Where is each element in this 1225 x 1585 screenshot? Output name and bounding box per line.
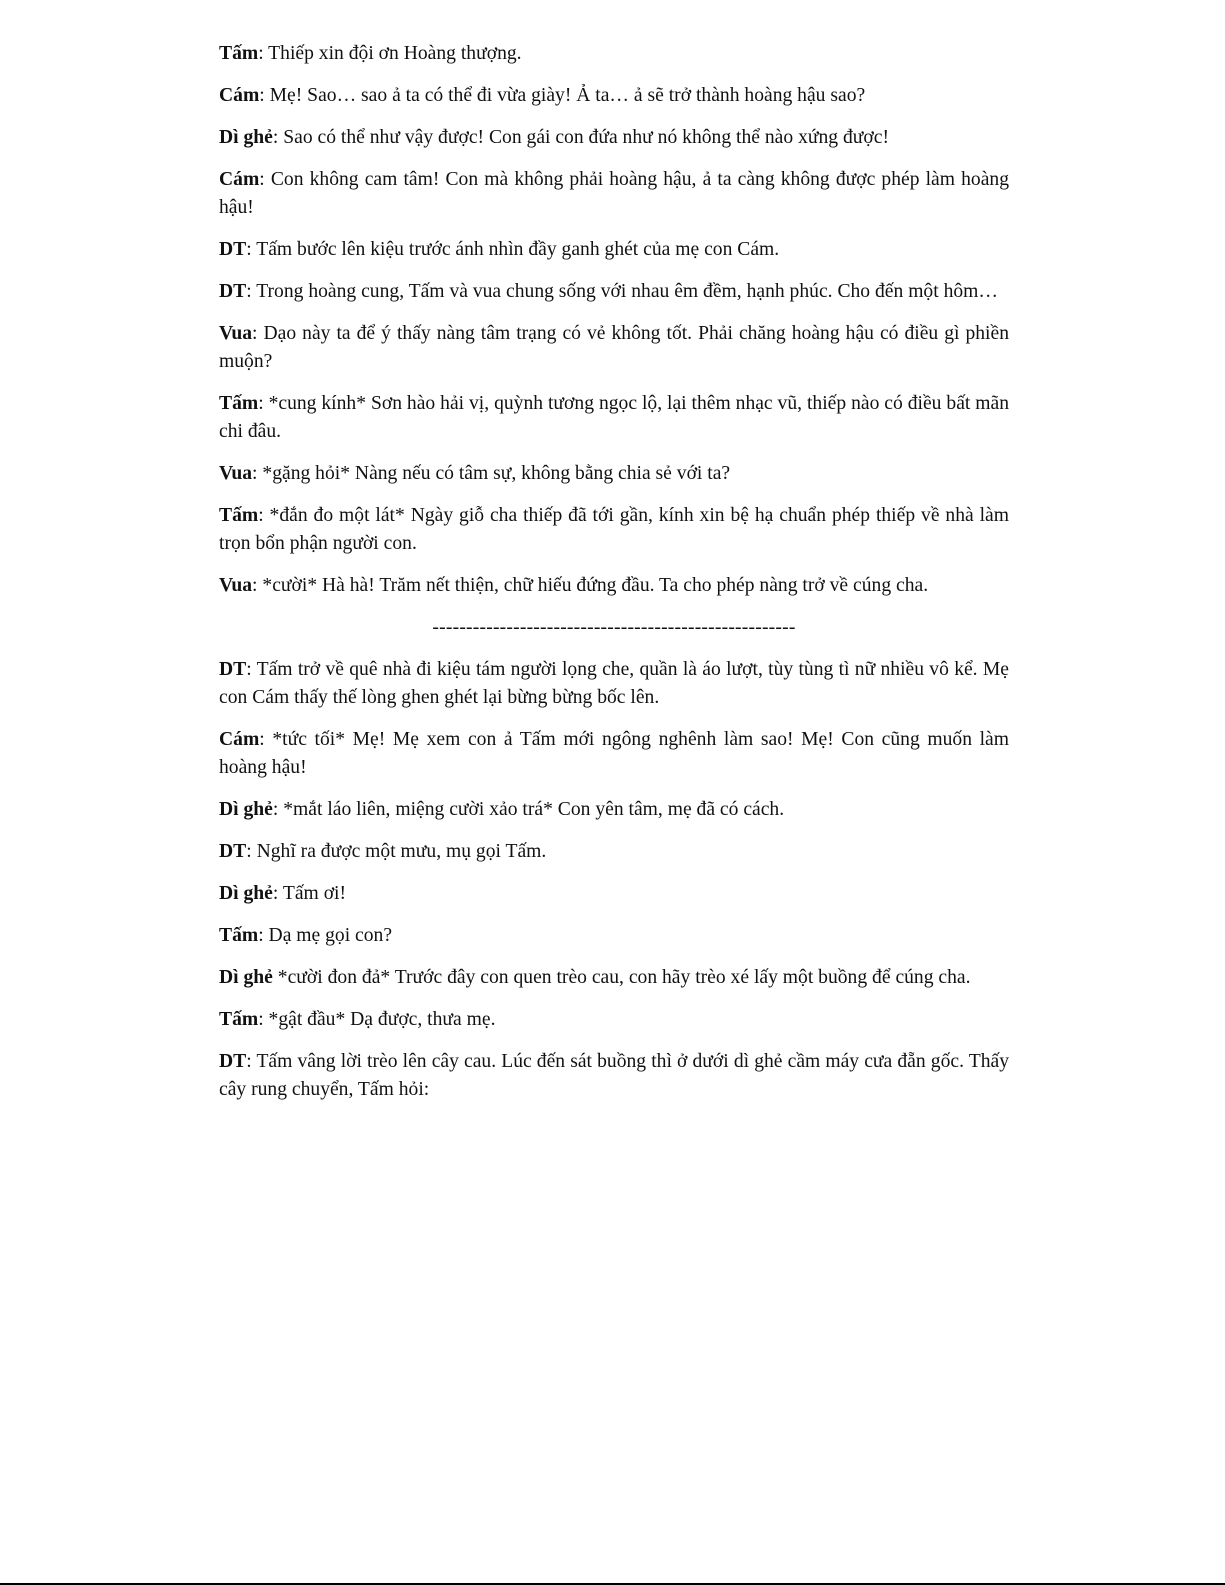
speaker-name: DT — [219, 841, 247, 862]
speaker-separator: : — [272, 127, 279, 148]
speaker-separator: : — [259, 169, 265, 190]
speaker-separator: : — [272, 799, 279, 820]
speaker-name: Tấm — [219, 1009, 259, 1030]
dialogue-section-home — [219, 656, 1009, 1104]
dialogue-line — [219, 796, 1009, 824]
dialogue-line — [219, 320, 1009, 376]
speaker-name: Dì ghẻ — [219, 799, 273, 820]
speaker-name: Tấm — [219, 505, 259, 526]
speaker-name: Dì ghẻ — [219, 967, 273, 988]
dialogue-text: Mẹ! Sao… sao ả ta có thể đi vừa giày! Ả ta… ả sẽ trở thành hoàng hậu sao? — [264, 85, 866, 106]
dialogue-text: *cười* Hà hà! Trăm nết thiện, chữ hiếu đứng đầu. Ta cho phép nàng trở về cúng cha. — [257, 575, 929, 596]
speaker-separator: : — [258, 43, 264, 64]
dialogue-text: *gật đầu* Dạ được, thưa mẹ. — [263, 1009, 496, 1030]
dialogue-line — [219, 1006, 1009, 1034]
dialogue-text: Tấm trở về quê nhà đi kiệu tám người lọng che, quần là áo lượt, tùy tùng tì nữ nhiều vô kể. Mẹ con Cám thấy thế lòng ghen ghét lại bừng bừng bốc lên. — [219, 659, 1009, 708]
dialogue-text: *mắt láo liên, miệng cười xảo trá* Con yên tâm, mẹ đã có cách. — [278, 799, 785, 820]
dialogue-text: *cười đon đả* Trước đây con quen trèo cau, con hãy trèo xé lấy một buồng để cúng cha. — [272, 967, 971, 988]
speaker-name: Vua — [219, 575, 253, 596]
dialogue-text: *tức tối* Mẹ! Mẹ xem con ả Tấm mới ngông nghênh làm sao! Mẹ! Con cũng muốn làm hoàng hậu! — [219, 729, 1009, 778]
dialogue-line — [219, 1048, 1009, 1104]
speaker-separator: : — [252, 463, 258, 484]
scene-divider: ------------------------------------------------------ — [432, 617, 796, 638]
dialogue-line — [219, 656, 1009, 712]
dialogue-line — [219, 278, 1009, 306]
speaker-separator: : — [258, 925, 264, 946]
dialogue-line — [219, 390, 1009, 446]
speaker-separator: : — [246, 659, 252, 680]
dialogue-text: *gặng hỏi* Nàng nếu có tâm sự, không bằng chia sẻ với ta? — [257, 463, 731, 484]
dialogue-line — [219, 572, 1009, 600]
speaker-name: Vua — [219, 323, 253, 344]
speaker-name: DT — [219, 281, 247, 302]
speaker-separator: : — [258, 393, 264, 414]
speaker-separator: : — [258, 1009, 264, 1030]
dialogue-text: Tấm ơi! — [278, 883, 347, 904]
speaker-separator: : — [258, 505, 264, 526]
dialogue-text: Tấm vâng lời trèo lên cây cau. Lúc đến sát buồng thì ở dưới dì ghẻ cầm máy cưa đẵn gốc. Thấy cây rung chuyển, Tấm hỏi: — [219, 1051, 1009, 1100]
speaker-name: DT — [219, 239, 247, 260]
dialogue-text: Sao có thể như vậy được! Con gái con đứa như nó không thể nào xứng được! — [278, 127, 889, 148]
dialogue-line — [219, 236, 1009, 264]
speaker-separator: : — [246, 281, 252, 302]
speaker-name: Tấm — [219, 393, 259, 414]
dialogue-text: Nghĩ ra được một mưu, mụ gọi Tấm. — [251, 841, 547, 862]
speaker-name: DT — [219, 1051, 247, 1072]
dialogue-line — [219, 880, 1009, 908]
dialogue-text: Thiếp xin đội ơn Hoàng thượng. — [263, 43, 522, 64]
speaker-name: Tấm — [219, 925, 259, 946]
dialogue-text: Con không cam tâm! Con mà không phải hoàng hậu, ả ta càng không được phép làm hoàng hậu! — [219, 169, 1009, 218]
dialogue-line — [219, 460, 1009, 488]
speaker-name: Cám — [219, 169, 260, 190]
speaker-separator: : — [259, 85, 265, 106]
speaker-separator: : — [252, 575, 258, 596]
speaker-name: Dì ghẻ — [219, 883, 273, 904]
speaker-separator: : — [259, 729, 265, 750]
speaker-name: Tấm — [219, 43, 259, 64]
dialogue-section-palace — [219, 40, 1009, 600]
dialogue-line — [219, 922, 1009, 950]
dialogue-line — [219, 124, 1009, 152]
dialogue-text: *cung kính* Sơn hào hải vị, quỳnh tương ngọc lộ, lại thêm nhạc vũ, thiếp nào có điều bất mãn chi đâu. — [219, 393, 1009, 442]
speaker-separator: : — [246, 841, 252, 862]
speaker-name: DT — [219, 659, 247, 680]
script-body — [219, 40, 1009, 1118]
dialogue-line — [219, 838, 1009, 866]
speaker-name: Dì ghẻ — [219, 127, 273, 148]
dialogue-line — [219, 964, 1009, 992]
speaker-name: Cám — [219, 729, 260, 750]
speaker-name: Cám — [219, 85, 260, 106]
speaker-name: Vua — [219, 463, 253, 484]
dialogue-line — [219, 726, 1009, 782]
dialogue-text: Dạ mẹ gọi con? — [263, 925, 393, 946]
dialogue-line — [219, 502, 1009, 558]
dialogue-line — [219, 166, 1009, 222]
dialogue-text: Tấm bước lên kiệu trước ánh nhìn đầy ganh ghét của mẹ con Cám. — [251, 239, 780, 260]
dialogue-text: Trong hoàng cung, Tấm và vua chung sống với nhau êm đềm, hạnh phúc. Cho đến một hôm… — [251, 281, 999, 302]
speaker-separator: : — [246, 1051, 252, 1072]
dialogue-text: Dạo này ta để ý thấy nàng tâm trạng có vẻ không tốt. Phải chăng hoàng hậu có điều gì phiền muộn? — [219, 323, 1009, 372]
dialogue-text: *đắn đo một lát* Ngày giỗ cha thiếp đã tới gần, kính xin bệ hạ chuẩn phép thiếp về nhà làm trọn bổn phận người con. — [219, 505, 1009, 554]
dialogue-line — [219, 40, 1009, 68]
speaker-separator: : — [272, 883, 279, 904]
speaker-separator: : — [252, 323, 258, 344]
speaker-separator: : — [246, 239, 252, 260]
dialogue-line — [219, 82, 1009, 110]
